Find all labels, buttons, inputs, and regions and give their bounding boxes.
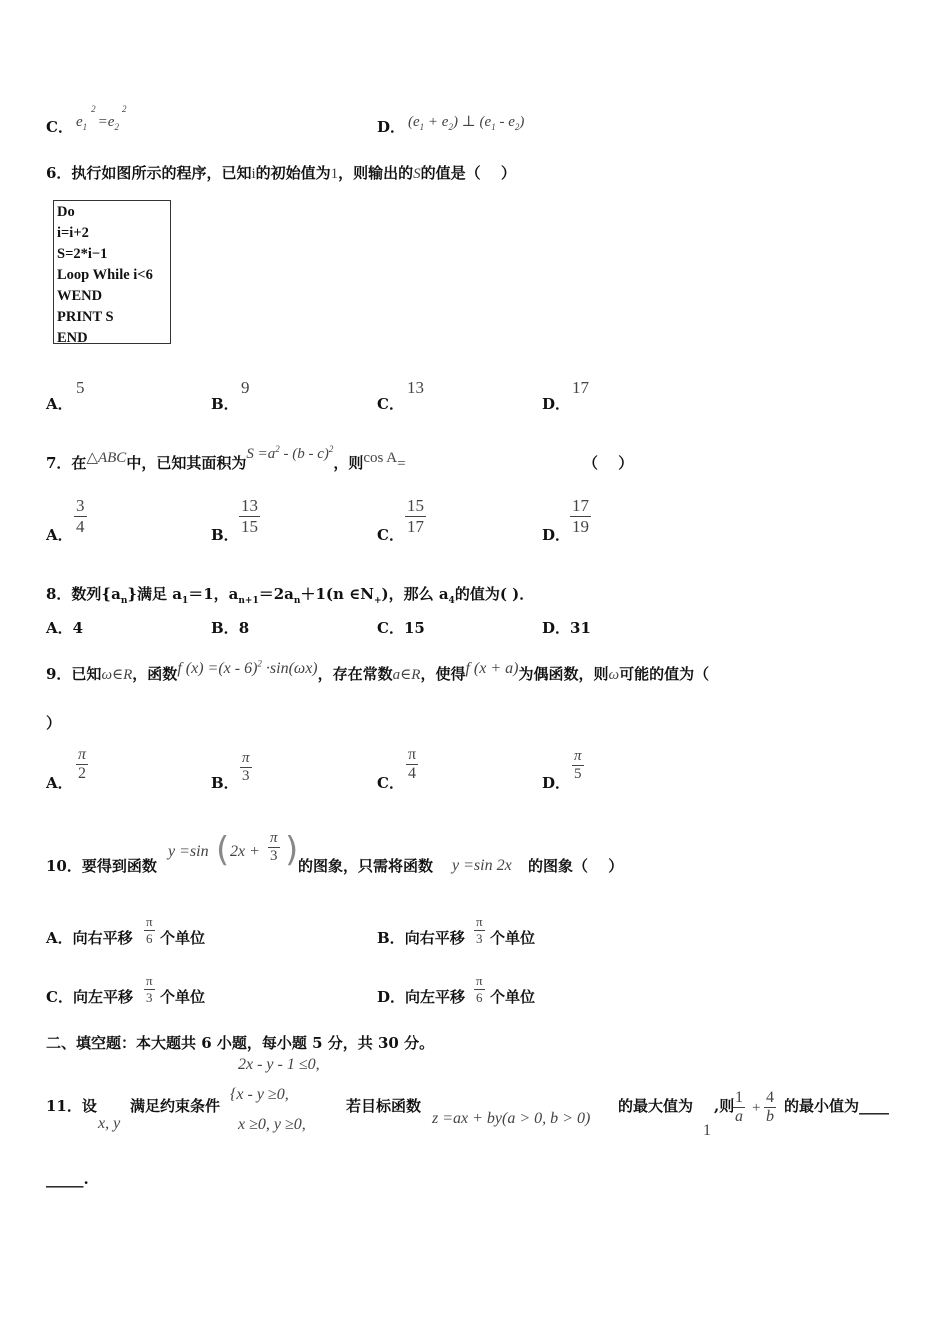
section-title: 二、填空题：本大题共 6 小题，每小题 5 分，共 30 分。 — [46, 1034, 435, 1052]
q10-option-d-tail: 个单位 — [490, 988, 536, 1006]
q7-option-c-label: C． — [377, 526, 404, 544]
q11-stem-e: 的最小值为____ — [784, 1097, 890, 1115]
q10-option-a: A．向右平移 — [46, 929, 133, 947]
q5-option-c-label: C． — [46, 118, 73, 136]
q11-plus: + — [752, 1100, 761, 1116]
q6-option-c-label: C． — [377, 395, 404, 413]
q6-stem: 6．执行如图所示的程序，已知i的初始值为1，则输出的S的值是（ ） — [46, 164, 516, 182]
q10-option-c-fraction: $\frac{\pi}{3}$ — [146, 973, 153, 1005]
q11-max-value: 1 — [703, 1122, 711, 1139]
q9-close-paren: ） — [46, 714, 62, 732]
q10-option-b: B．向右平移 — [377, 929, 465, 947]
q9-option-b-label: B． — [211, 774, 239, 792]
q7-option-b-label: B． — [211, 526, 239, 544]
q11-number: 11．设 — [46, 1097, 97, 1115]
q10-option-d-fraction: $\frac{\pi}{6}$ — [476, 973, 483, 1005]
q6-option-b-label: B． — [211, 395, 239, 413]
q7-answer-paren: （ ） — [583, 454, 634, 472]
q10-stem-end: 的图象（ ） — [528, 857, 624, 875]
q9-option-c-label: C． — [377, 774, 404, 792]
q7-stem: 7．在△ABC中，已知其面积为$S =a^2 - (b - c)^2$，则cos A= — [46, 444, 406, 472]
q7-option-a-fraction: $\frac{3}{4}$ — [76, 496, 85, 536]
q6-option-d-label: D． — [542, 395, 571, 413]
q7-option-d-label: D． — [542, 526, 571, 544]
q10-option-c: C．向左平移 — [46, 988, 133, 1006]
q9-stem: 9．已知ω∈R，函数f (x) =(x - 6)$^2$ ·sin(ωx)，存在常数a∈R，使得f (x + a)为偶函数，则ω可能的值为（ — [46, 658, 710, 683]
q11-answer-blank[interactable]: _____. — [46, 1170, 89, 1188]
q11-fraction-4-over-b: $\frac{4}{b}$ — [766, 1089, 774, 1125]
q10-left-paren: ( — [216, 830, 230, 870]
q10-right-paren: ) — [285, 830, 299, 870]
q5-option-d-math: $(e_1 + e_2)$ ⊥ $(e_1 - e_2)$ — [408, 114, 525, 132]
q7-option-a-label: A． — [46, 526, 73, 544]
q11-fraction-1-over-a: $\frac{1}{a}$ — [735, 1089, 743, 1125]
q8-stem: 8．数列$\{a_n\}$满足 $a_1=1$，$a_{n+1}=2a_n+1(n$ $\in N_+$)，那么 $a_4$的值为( )． — [46, 585, 535, 606]
q9-option-a-fraction: $\frac{\pi}{2}$ — [78, 746, 87, 782]
q8-option-c: C．15 — [377, 619, 425, 637]
q10-stem-start: 10．要得到函数 — [46, 857, 157, 875]
q10-function-left: y =sin — [168, 843, 209, 860]
q10-function-right: y =sin 2x — [452, 857, 512, 874]
q11-stem-d: ,则 — [714, 1097, 735, 1115]
q11-constraint-3: x ≥0, y ≥0, — [238, 1116, 306, 1133]
q10-option-b-tail: 个单位 — [490, 929, 536, 947]
q8-option-a: A．4 — [46, 619, 84, 637]
q6-option-b-value: 9 — [241, 378, 250, 397]
q11-objective: z =ax + by(a > 0, b > 0) — [432, 1110, 591, 1127]
q10-pi-over-3: $\frac{\pi}{3}$ — [270, 830, 278, 864]
code-line: END — [57, 330, 88, 346]
q5-option-d-label: D． — [377, 118, 406, 136]
q11-constraint-1: 2x - y - 1 ≤0, — [238, 1056, 320, 1073]
q9-option-d-label: D． — [542, 774, 571, 792]
code-line: PRINT S — [57, 309, 114, 325]
code-line: Do — [57, 204, 75, 220]
q6-option-c-value: 13 — [407, 378, 424, 397]
q10-option-a-tail: 个单位 — [160, 929, 206, 947]
code-line: Loop While i<6 — [57, 267, 153, 283]
code-line: i=i+2 — [57, 225, 89, 241]
q10-stem-mid: 的图象，只需将函数 — [298, 857, 434, 875]
q7-option-d-fraction: $\frac{17}{19}$ — [572, 496, 589, 536]
q5-option-c-math: $e_1^2=e_2^2$ — [76, 104, 127, 132]
code-line: WEND — [57, 288, 103, 304]
q10-option-c-tail: 个单位 — [160, 988, 206, 1006]
q10-argument: 2x + — [230, 843, 260, 860]
q6-option-d-value: 17 — [572, 378, 589, 397]
q6-option-a-value: 5 — [76, 378, 85, 397]
q7-option-c-fraction: $\frac{15}{17}$ — [407, 496, 424, 536]
q10-option-a-fraction: $\frac{\pi}{6}$ — [146, 914, 153, 946]
q10-option-b-fraction: $\frac{\pi}{3}$ — [476, 914, 483, 946]
q9-option-b-fraction: $\frac{\pi}{3}$ — [242, 750, 250, 784]
q9-option-a-label: A． — [46, 774, 73, 792]
q9-option-d-fraction: $\frac{\pi}{5}$ — [574, 748, 582, 782]
q11-constraint-2: {x - y ≥0, — [230, 1086, 289, 1103]
q6-option-a-label: A． — [46, 395, 73, 413]
q8-option-b: B．8 — [211, 619, 250, 637]
program-code-box — [53, 200, 171, 344]
q11-stem-b: 若目标函数 — [346, 1097, 422, 1115]
q11-stem-a: 满足约束条件 — [130, 1097, 221, 1115]
code-line: S=2*i−1 — [57, 246, 108, 262]
q11-stem-c: 的最大值为 — [618, 1097, 694, 1115]
q8-option-d: D．31 — [542, 619, 591, 637]
q9-option-c-fraction: $\frac{\pi}{4}$ — [408, 746, 417, 782]
q10-option-d: D．向左平移 — [377, 988, 466, 1006]
q7-option-b-fraction: $\frac{13}{15}$ — [241, 496, 258, 536]
q11-variables: x, y — [98, 1115, 121, 1132]
